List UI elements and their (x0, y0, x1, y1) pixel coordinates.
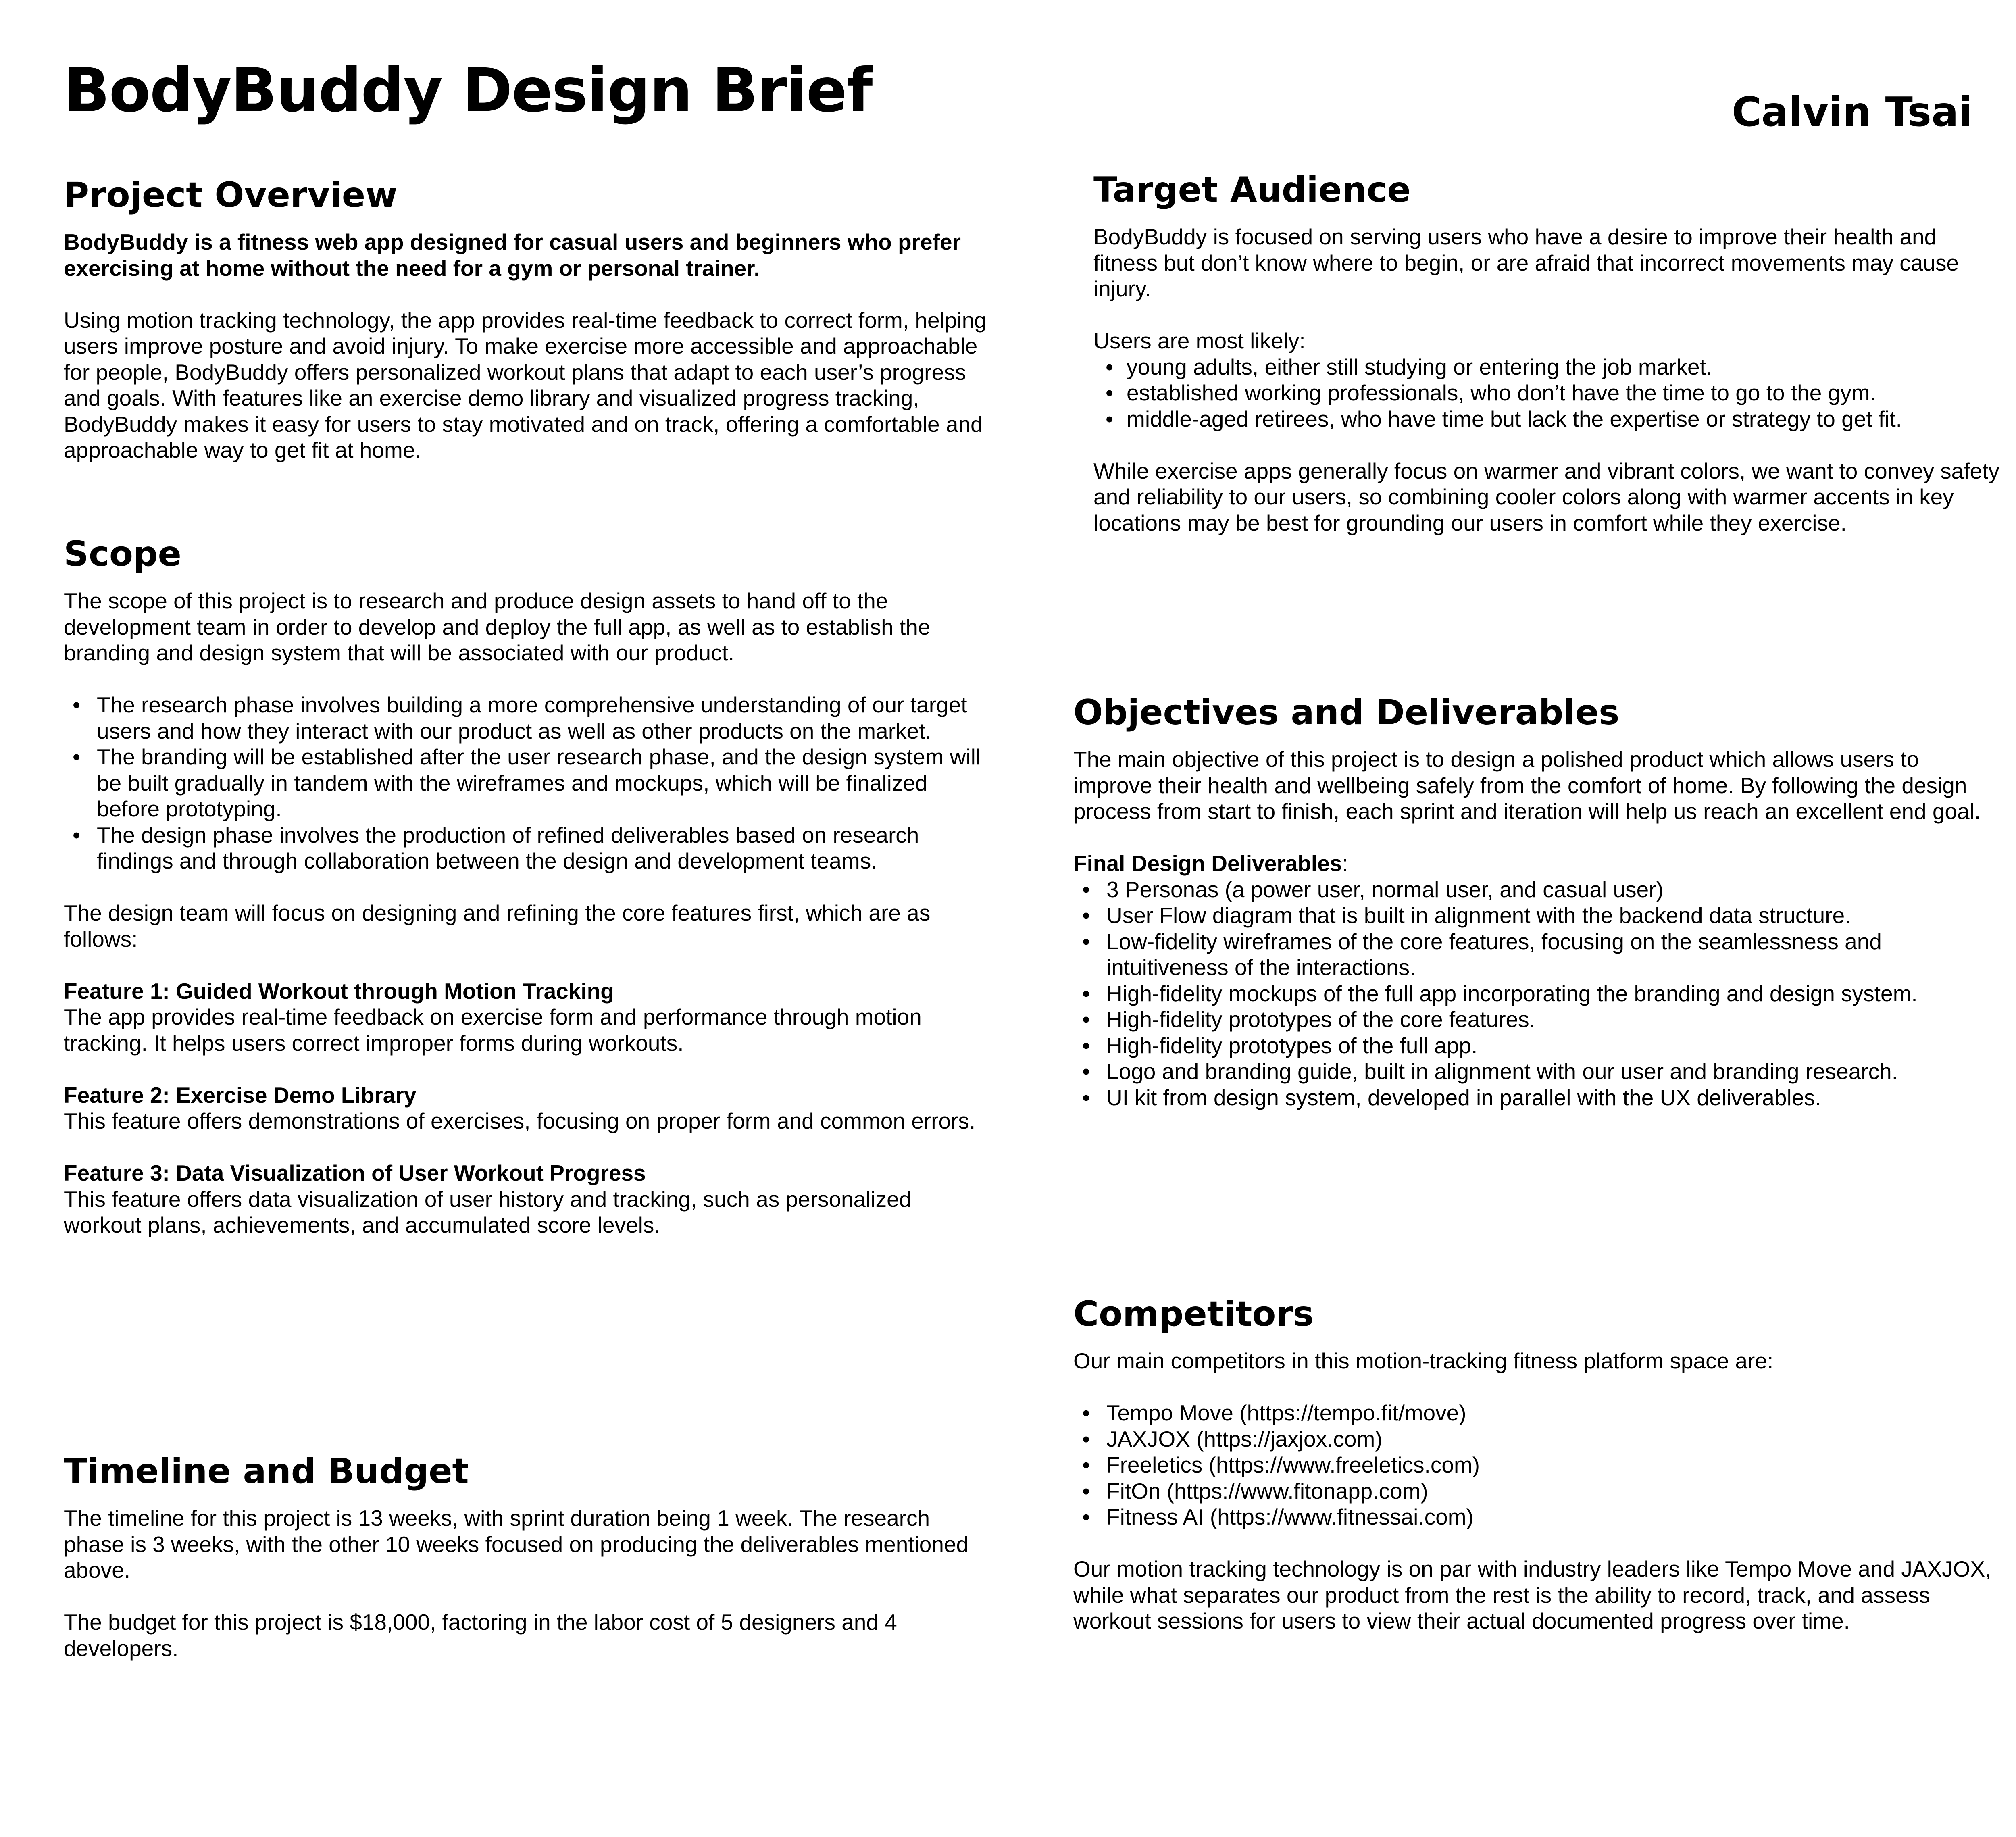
feature-description: The app provides real-time feedback on exercise form and performance through motion tracking. It helps users correct improper forms during workouts. (64, 1004, 922, 1056)
list-item: • Low-fidelity wireframes of the core features, focusing on the seamlessness and intuitiveness of the interactions. (1073, 929, 2001, 981)
timeline-budget-heading: Timeline and Budget (64, 1451, 469, 1491)
list-item: • Tempo Move (https://tempo.fit/move) (1073, 1400, 2001, 1426)
deliverables-label: Final Design Deliverables (1073, 851, 1342, 876)
feature-description: This feature offers demonstrations of exercises, focusing on proper form and common errors. (64, 1108, 976, 1133)
competitors-heading: Competitors (1073, 1294, 1314, 1334)
feature-block (64, 1082, 991, 1134)
list-item: • UI kit from design system, developed in parallel with the UX deliverables. (1073, 1085, 2001, 1111)
objectives-deliverables-section (1073, 693, 2001, 1110)
overview-intro: BodyBuddy is a fitness web app designed for casual users and beginners who prefer exercising at home without the need for a gym or personal trainer. (64, 229, 961, 281)
list-item: • High-fidelity mockups of the full app incorporating the branding and design system. (1073, 981, 2001, 1007)
list-item: • middle-aged retirees, who have time but lack the expertise or strategy to get fit. (1093, 406, 2001, 432)
overview-body: Using motion tracking technology, the app provides real-time feedback to correct form, helping users improve posture and avoid injury. To make exercise more accessible and approachable for people, BodyBuddy offers personalized workout plans that adapt to each user’s progress and goals. With features like an exercise demo library and visualized progress tracking, BodyBuddy makes it easy for users to stay motivated and on track, offering a comfortable and approachable way to get fit at home. (64, 307, 987, 462)
objectives-intro: The main objective of this project is to design a polished product which allows users to improve their health and wellbeing safely from the comfort of home. By following the design process from start to finish, each sprint and iteration will help us reach an excellent end goal. (1073, 747, 1981, 824)
feature-description: This feature offers data visualization of user history and tracking, such as personalized workout plans, achievements, and accumulated score levels. (64, 1186, 912, 1237)
deliverables-label-line (1073, 850, 2001, 877)
feature-title: Feature 3: Data Visualization of User Workout Progress (64, 1160, 646, 1185)
objectives-heading: Objectives and Deliverables (1073, 692, 1620, 733)
timeline-paragraph: The timeline for this project is 13 weeks, with sprint duration being 1 week. The research phase is 3 weeks, with the other 10 weeks focused on producing the deliverables mentioned above. (64, 1506, 969, 1583)
list-item: • High-fidelity prototypes of the full app. (1073, 1033, 2001, 1059)
scope-intro: The scope of this project is to research and produce design assets to hand off to the development team in order to develop and deploy the full app, as well as to establish the branding and design system that will be associated with our product. (64, 588, 931, 665)
scope-phase-list (64, 692, 991, 874)
target-audience-heading: Target Audience (1093, 170, 1411, 210)
list-item: • established working professionals, who don’t have the time to go to the gym. (1093, 380, 2001, 406)
timeline-budget-section (64, 1452, 991, 1661)
feature-title: Feature 2: Exercise Demo Library (64, 1082, 417, 1108)
competitor-list (1073, 1400, 2001, 1530)
list-item: • JAXJOX (https://jaxjox.com) (1073, 1426, 2001, 1452)
competitors-closing: Our motion tracking technology is on par with industry leaders like Tempo Move and JAXJOX, while what separates our product from the rest is the ability to record, track, and assess workout sessions for users to view their actual documented progress over time. (1073, 1556, 1991, 1633)
scope-section (64, 534, 991, 1238)
feature-block (64, 1160, 991, 1238)
audience-colors-paragraph: While exercise apps generally focus on warmer and vibrant colors, we want to convey safety and reliability to our users, so combining cooler colors along with warmer accents in key locations may be best for grounding our users in comfort while they exercise. (1093, 458, 1999, 535)
competitors-section (1073, 1294, 2001, 1634)
deliverables-colon: : (1342, 851, 1348, 876)
budget-paragraph: The budget for this project is $18,000, factoring in the labor cost of 5 designers and 4 developers. (64, 1610, 897, 1661)
core-features-intro: The design team will focus on designing and refining the core features first, which are as follows: (64, 900, 931, 952)
list-item: • The branding will be established after the user research phase, and the design system will be built gradually in tandem with the wireframes and mockups, which will be finalized before prototyping. (64, 744, 991, 822)
audience-intro: BodyBuddy is focused on serving users who have a desire to improve their health and fitness but don’t know where to begin, or are afraid that incorrect movements may cause injury. (1093, 224, 1959, 301)
list-item: • User Flow diagram that is built in alignment with the backend data structure. (1073, 902, 2001, 929)
feature-title: Feature 1: Guided Workout through Motion Tracking (64, 978, 614, 1004)
list-item: • 3 Personas (a power user, normal user, and casual user) (1073, 877, 2001, 903)
author-name: Calvin Tsai (1732, 88, 1972, 135)
feature-block (64, 978, 991, 1056)
scope-heading: Scope (64, 534, 181, 574)
list-item: • young adults, either still studying or entering the job market. (1093, 354, 2001, 380)
project-overview-heading: Project Overview (64, 175, 398, 215)
list-item: • Logo and branding guide, built in alignment with our user and branding research. (1073, 1058, 2001, 1085)
list-item: • The research phase involves building a more comprehensive understanding of our target users and how they interact with our product as well as other products on the market. (64, 692, 991, 744)
list-item: • The design phase involves the production of refined deliverables based on research findings and through collaboration between the design and development teams. (64, 822, 991, 874)
page-title: BodyBuddy Design Brief (64, 56, 872, 126)
list-item: • FitOn (https://www.fitonapp.com) (1073, 1478, 2001, 1504)
audience-likely-label: Users are most likely: (1093, 328, 1306, 353)
target-audience-section (1093, 170, 2001, 536)
deliverables-list (1073, 877, 2001, 1111)
competitors-intro: Our main competitors in this motion-tracking fitness platform space are: (1073, 1348, 1774, 1373)
list-item: • Freeletics (https://www.freeletics.com) (1073, 1452, 2001, 1478)
list-item: • High-fidelity prototypes of the core features. (1073, 1006, 2001, 1033)
list-item: • Fitness AI (https://www.fitnessai.com) (1073, 1504, 2001, 1530)
project-overview-section (64, 175, 991, 463)
audience-group-list (1093, 354, 2001, 432)
